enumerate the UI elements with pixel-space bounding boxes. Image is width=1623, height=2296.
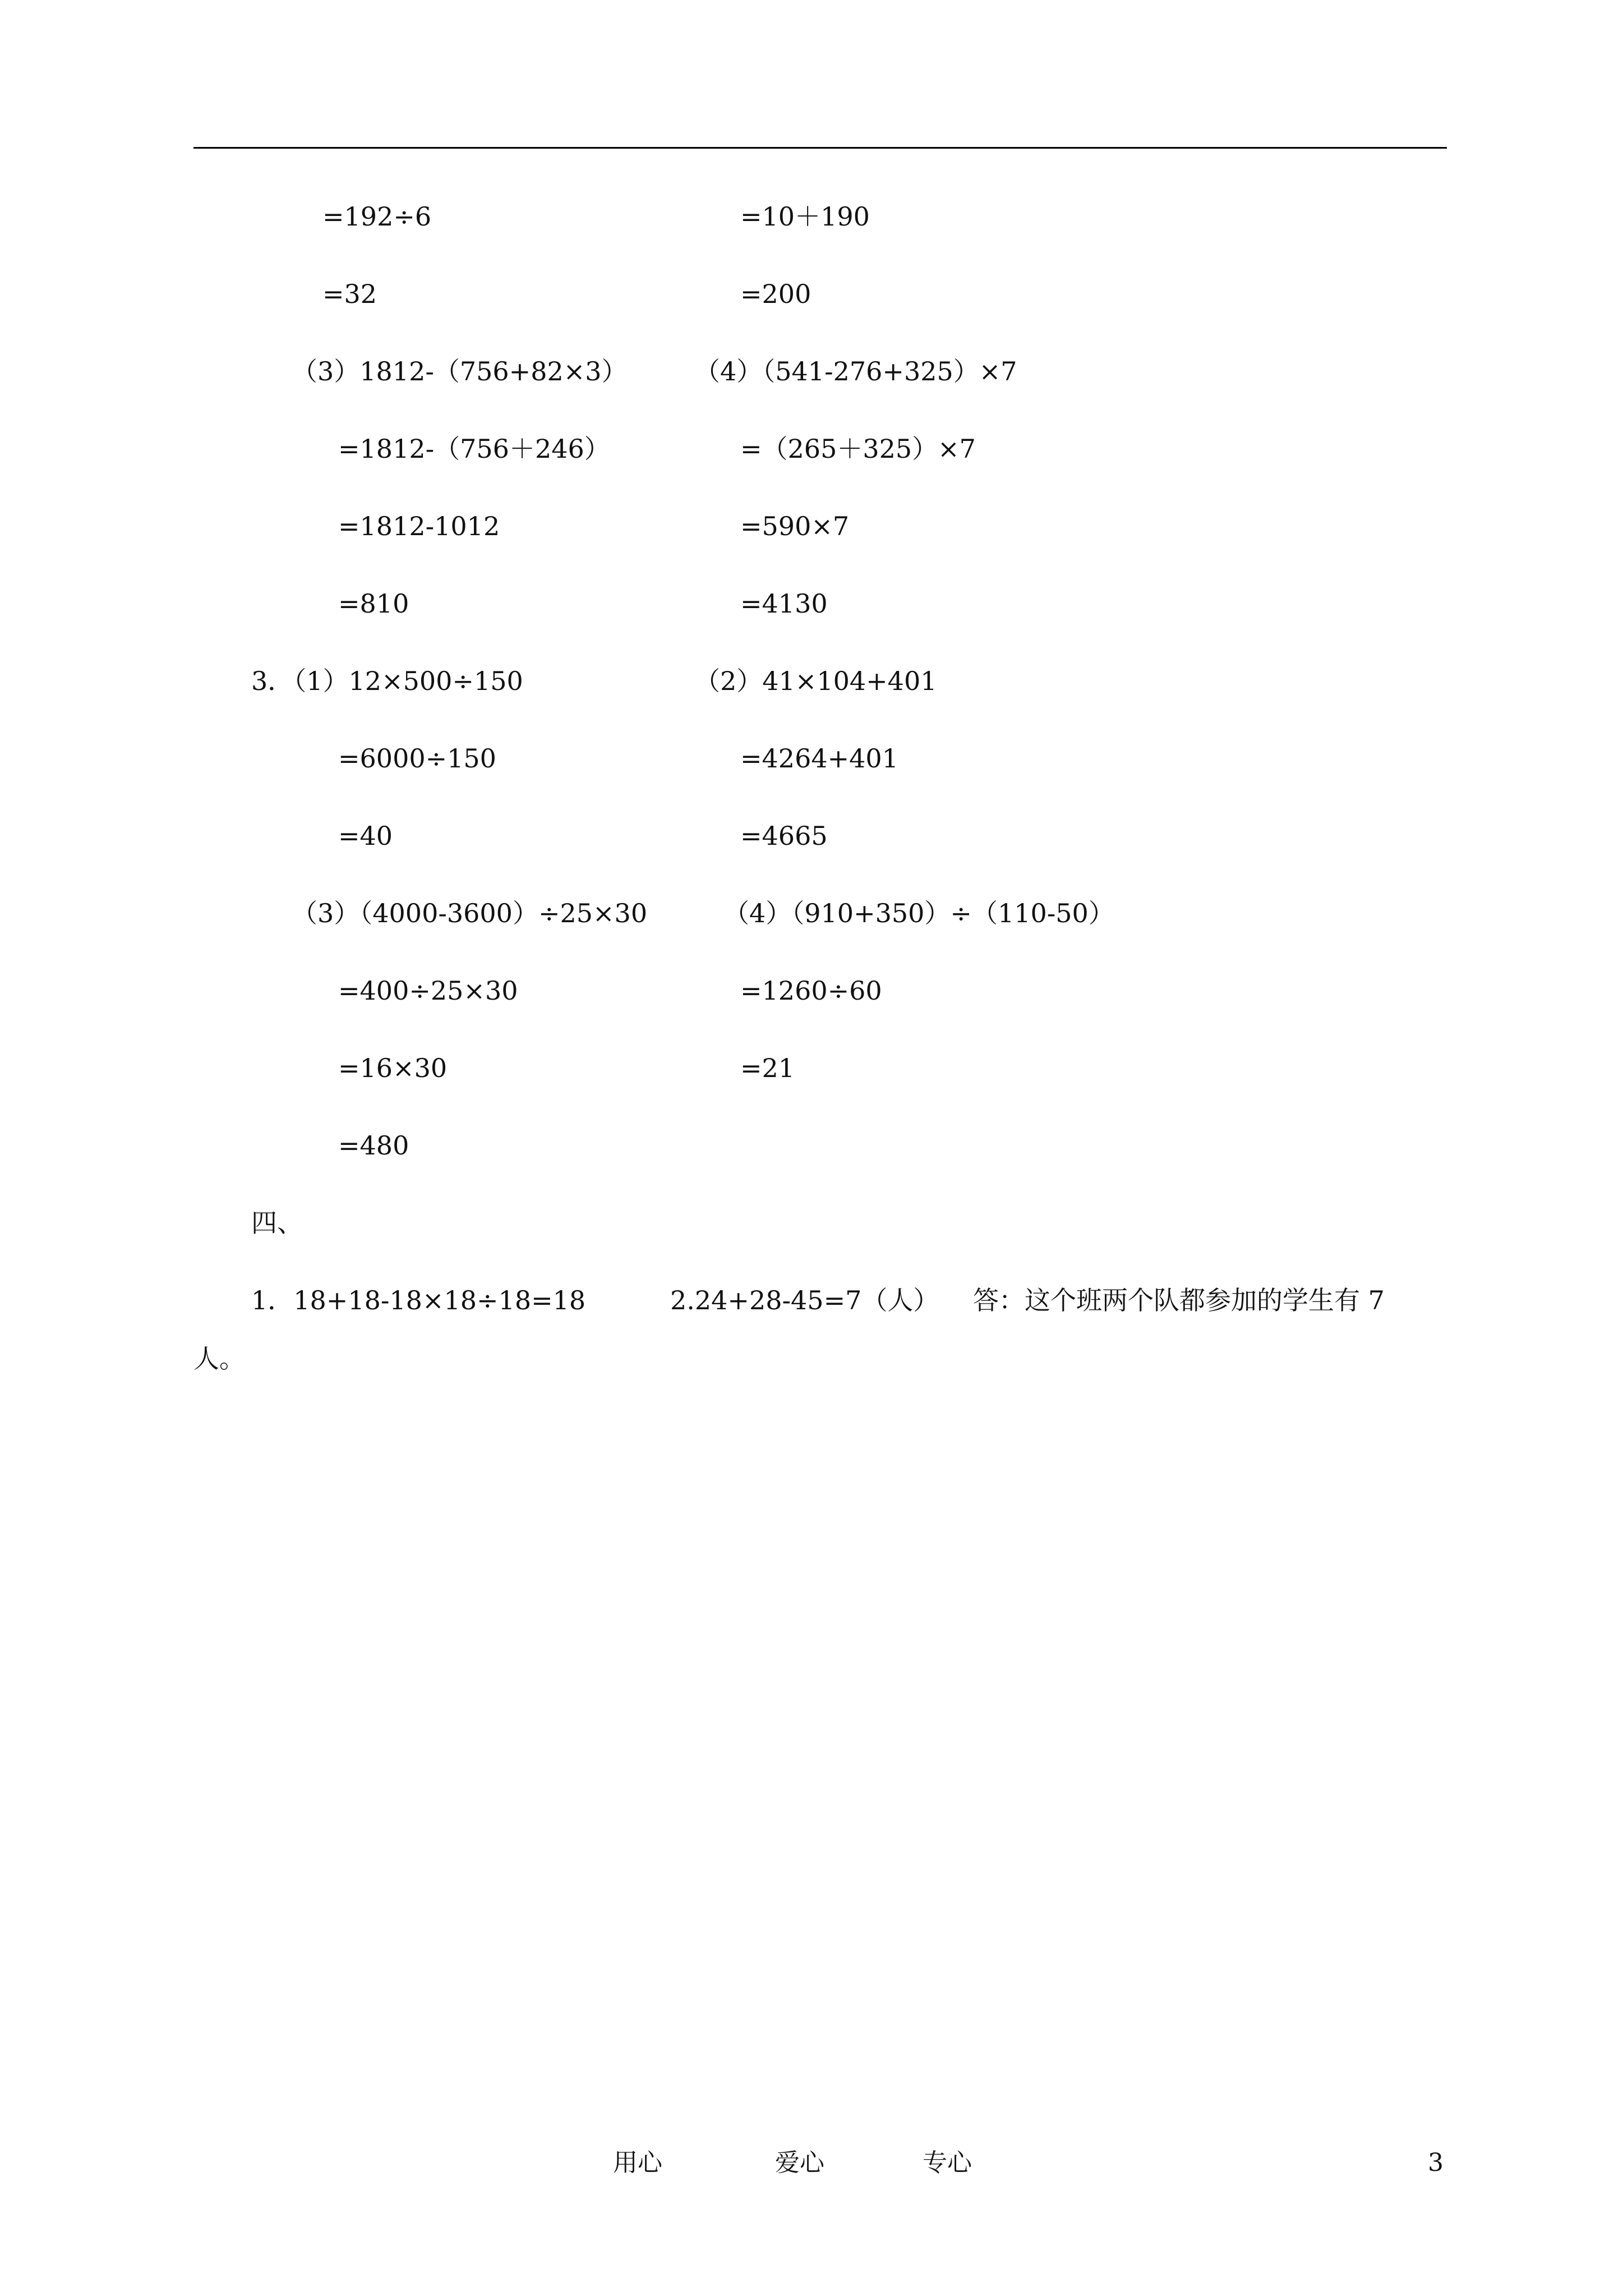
line-11-left: =400÷25×30: [338, 976, 518, 1006]
line-12-right: =21: [740, 1053, 795, 1083]
line-10-left: （3）（4000-3600）÷25×30: [292, 898, 648, 928]
line-1-left: =192÷6: [322, 201, 432, 232]
question-1: 1．18+18-18×18÷18=18: [251, 1285, 586, 1315]
line-10-right: （4）（910+350）÷（110-50）: [723, 898, 1114, 928]
line-4-right: =（265＋325）×7: [740, 434, 976, 464]
line-11-right: =1260÷60: [740, 976, 882, 1006]
line-2-left: =32: [322, 279, 377, 309]
footer-word-3: 专心: [923, 2148, 972, 2177]
line-9-left: =40: [338, 821, 393, 851]
answer-text: 答：这个班两个队都参加的学生有 7: [973, 1285, 1385, 1315]
line-4-left: =1812-（756＋246）: [338, 434, 610, 464]
line-7-right: （2）41×104+401: [694, 666, 937, 696]
header-rule: [193, 147, 1447, 149]
line-3-left: （3）1812-（756+82×3）: [292, 356, 628, 386]
question-2: 2.24+28-45=7（人）: [670, 1285, 939, 1315]
line-5-left: =1812-1012: [338, 511, 500, 541]
line-8-right: =4264+401: [740, 743, 898, 774]
section-heading: 四、: [251, 1208, 303, 1238]
line-13-left: =480: [338, 1130, 409, 1161]
line-3-right: （4）（541-276+325）×7: [694, 356, 1017, 386]
line-5-right: =590×7: [740, 511, 850, 541]
footer-word-2: 爱心: [775, 2148, 824, 2177]
line-7-left: 3．（1）12×500÷150: [251, 666, 523, 696]
line-9-right: =4665: [740, 821, 828, 851]
answer-continuation: 人。: [193, 1343, 245, 1374]
line-8-left: =6000÷150: [338, 743, 496, 774]
page-number: 3: [1428, 2148, 1444, 2177]
footer-word-1: 用心: [613, 2148, 662, 2177]
line-6-right: =4130: [740, 588, 828, 619]
line-6-left: =810: [338, 588, 409, 619]
line-2-right: =200: [740, 279, 811, 309]
line-1-right: =10＋190: [740, 201, 870, 232]
line-12-left: =16×30: [338, 1053, 448, 1083]
